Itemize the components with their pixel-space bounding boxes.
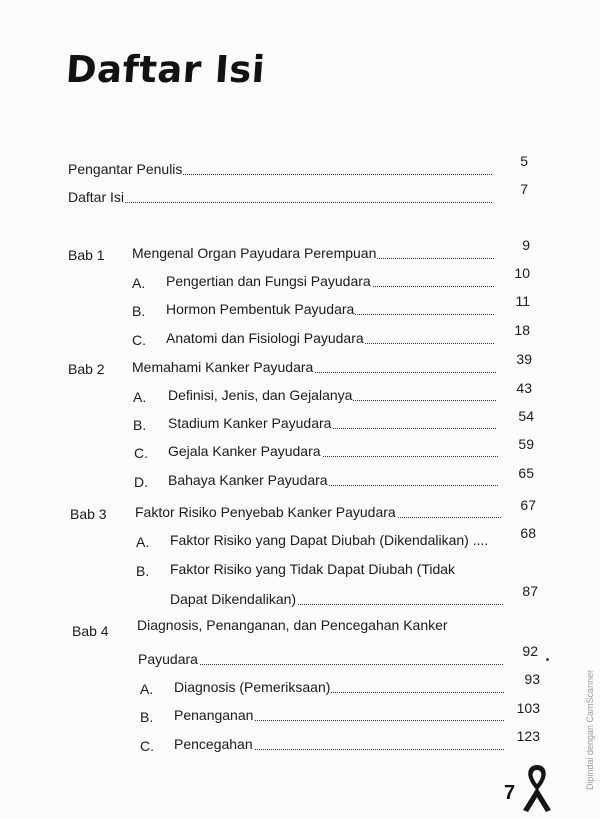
chapter-label: Bab 3 (70, 506, 107, 522)
section-letter: C. (134, 445, 148, 461)
page-number: 18 (514, 322, 530, 338)
section-entry: Stadium Kanker Payudara (168, 412, 496, 434)
chapter-title-continued: Payudara (138, 648, 503, 670)
page-number: 93 (524, 671, 540, 687)
section-entry: Bahaya Kanker Payudara (168, 469, 498, 491)
page-number: 65 (518, 465, 534, 481)
section-letter: A. (132, 275, 146, 291)
section-letter: B. (132, 303, 146, 319)
section-letter: B. (136, 563, 150, 579)
page-number: 11 (515, 293, 530, 309)
section-entry: Gejala Kanker Payudara (168, 440, 498, 462)
section-entry: Hormon Pembentuk Payudara (166, 298, 494, 320)
page-number: 59 (518, 436, 534, 452)
page-title: Daftar Isi (64, 48, 267, 91)
page-number: 10 (514, 265, 530, 281)
page-number: 87 (522, 583, 538, 599)
page-number: 67 (520, 497, 536, 513)
section-entry: Diagnosis (Pemeriksaan) (174, 676, 504, 698)
section-entry: Definisi, Jenis, dan Gejalanya (168, 384, 496, 406)
section-entry: Pencegahan (174, 733, 504, 755)
section-letter: B. (133, 417, 147, 433)
section-entry: Penanganan (174, 704, 504, 726)
scanner-watermark: Dipindai dengan CamScanner (585, 669, 595, 790)
chapter-title: Mengenal Organ Payudara Perempuan (132, 242, 494, 264)
page-number: 92 (522, 643, 538, 659)
section-entry: Faktor Risiko yang Tidak Dapat Diubah (Tidak (170, 561, 456, 577)
chapter-title: Memahami Kanker Payudara (132, 356, 496, 378)
chapter-title: Faktor Risiko Penyebab Kanker Payudara (135, 501, 501, 523)
section-letter: B. (140, 709, 154, 725)
page-number: 5 (520, 153, 528, 169)
toc-entry-pengantar: Pengantar Penulis (68, 158, 492, 180)
section-letter: A. (136, 534, 150, 550)
speck-mark (546, 658, 549, 661)
folio-page-number: 7 (504, 782, 516, 804)
page-number: 68 (520, 525, 536, 541)
section-entry: Faktor Risiko yang Dapat Diubah (Dikendalikan) .... (170, 532, 489, 548)
chapter-label: Bab 4 (72, 623, 109, 639)
section-entry-continued: Dapat Dikendalikan) (170, 588, 503, 610)
page-number: 54 (518, 408, 534, 424)
section-letter: A. (140, 681, 154, 697)
chapter-title: Diagnosis, Penanganan, dan Pencegahan Kanker (137, 617, 448, 633)
section-entry: Anatomi dan Fisiologi Payudara (166, 327, 494, 349)
page-number: 7 (520, 181, 528, 197)
section-entry: Pengertian dan Fungsi Payudara (166, 270, 494, 292)
page-number: 39 (516, 351, 532, 367)
section-letter: C. (140, 738, 154, 754)
page-number: 9 (522, 237, 530, 253)
chapter-label: Bab 2 (68, 361, 105, 377)
section-letter: A. (133, 389, 147, 405)
page-number: 103 (516, 700, 540, 716)
toc-entry-daftar-isi: Daftar Isi (68, 186, 492, 208)
section-letter: C. (132, 332, 146, 348)
section-letter: D. (134, 474, 148, 490)
page-number: 43 (516, 380, 532, 396)
chapter-label: Bab 1 (68, 247, 105, 263)
awareness-ribbon-icon (517, 762, 557, 814)
page-number: 123 (516, 728, 540, 744)
